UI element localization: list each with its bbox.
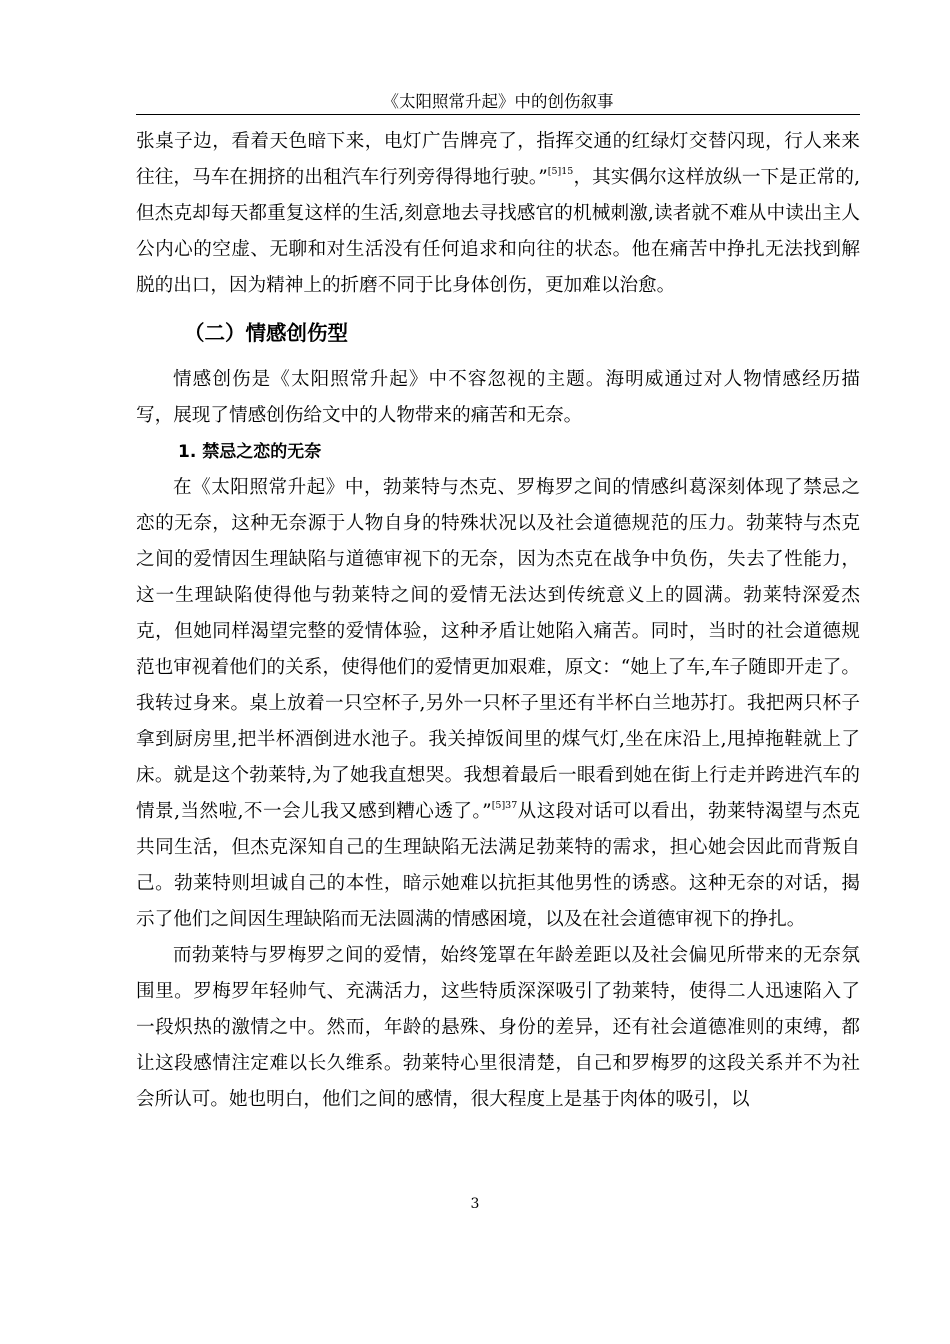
running-header: 《太阳照常升起》中的创伤叙事 <box>382 92 614 111</box>
page-number: 3 <box>470 1196 480 1212</box>
paragraph-text: 张桌子边，看着天色暗下来，电灯广告牌亮了，指挥交通的红绿灯交替闪现，行人来来往往，马车在拥挤的出租汽车行列旁得得地行驶。” <box>136 131 860 188</box>
paragraph-3 <box>136 470 860 938</box>
paragraph-2: 情感创伤是《太阳照常升起》中不容忽视的主题。海明威通过对人物情感经历描写，展现了情感创伤给文中的人物带来的痛苦和无奈。 <box>136 369 860 426</box>
section-heading: （二）情感创伤型 <box>184 321 348 345</box>
citation: [5]15 <box>547 166 574 177</box>
header-rule <box>136 114 860 115</box>
paragraph-1 <box>136 124 860 304</box>
citation: [5]37 <box>491 800 518 811</box>
paragraph-4: 而勃莱特与罗梅罗之间的爱情，始终笼罩在年龄差距以及社会偏见所带来的无奈氛围里。罗梅罗年轻帅气、充满活力，这些特质深深吸引了勃莱特，使得二人迅速陷入了一段炽热的激情之中。然而，年龄的悬殊、身份的差异，还有社会道德准则的束缚，都让这段感情注定难以长久维系。勃莱特心里很清楚，自己和罗梅罗的这段关系并不为社会所认可。她也明白，他们之间的感情，很大程度上是基于肉体的吸引，以 <box>136 945 860 1110</box>
page-body <box>136 124 860 1118</box>
paragraph-text: 在《太阳照常升起》中，勃莱特与杰克、罗梅罗之间的情感纠葛深刻体现了禁忌之恋的无奈，这种无奈源于人物自身的特殊状况以及社会道德规范的压力。勃莱特与杰克之间的爱情因生理缺陷与道德审视下的无奈，因为杰克在战争中负伤，失去了性能力，这一生理缺陷使得他与勃莱特之间的爱情无法达到传统意义上的圆满。勃莱特深爱杰克，但她同样渴望完整的爱情体验，这种矛盾让她陷入痛苦。同时，当时的社会道德规范也审视着他们的关系，使得他们的爱情更加艰难，原文：“她上了车,车子随即开走了。我转过身来。桌上放着一只空杯子,另外一只杯子里还有半杯白兰地苏打。我把两只杯子拿到厨房里,把半杯酒倒进水池子。我关掉饭间里的煤气灯,坐在床沿上,甩掉拖鞋就上了床。就是这个勃莱特,为了她我直想哭。我想着最后一眼看到她在街上行走并跨进汽车的情景,当然啦,不一会儿我又感到糟心透了。” <box>136 477 860 822</box>
paragraph-text: 从这段对话可以看出，勃莱特渴望与杰克共同生活，但杰克深知自己的生理缺陷无法满足勃莱特的需求，担心她会因此而背叛自己。勃莱特则坦诚自己的本性，暗示她难以抗拒其他男性的诱惑。这种无奈的对话，揭示了他们之间因生理缺陷而无法圆满的情感困境，以及在社会道德审视下的挣扎。 <box>136 801 860 930</box>
paragraph-text: ，其实偶尔这样放纵一下是正常的,但杰克却每天都重复这样的生活,刻意地去寻找感官的机械刺激,读者就不难从中读出主人公内心的空虚、无聊和对生活没有任何追求和向往的状态。他在痛苦中挣扎无法找到解脱的出口，因为精神上的折磨不同于比身体创伤，更加难以治愈。 <box>136 167 860 296</box>
subsection-heading: 1. 禁忌之恋的无奈 <box>178 442 322 462</box>
